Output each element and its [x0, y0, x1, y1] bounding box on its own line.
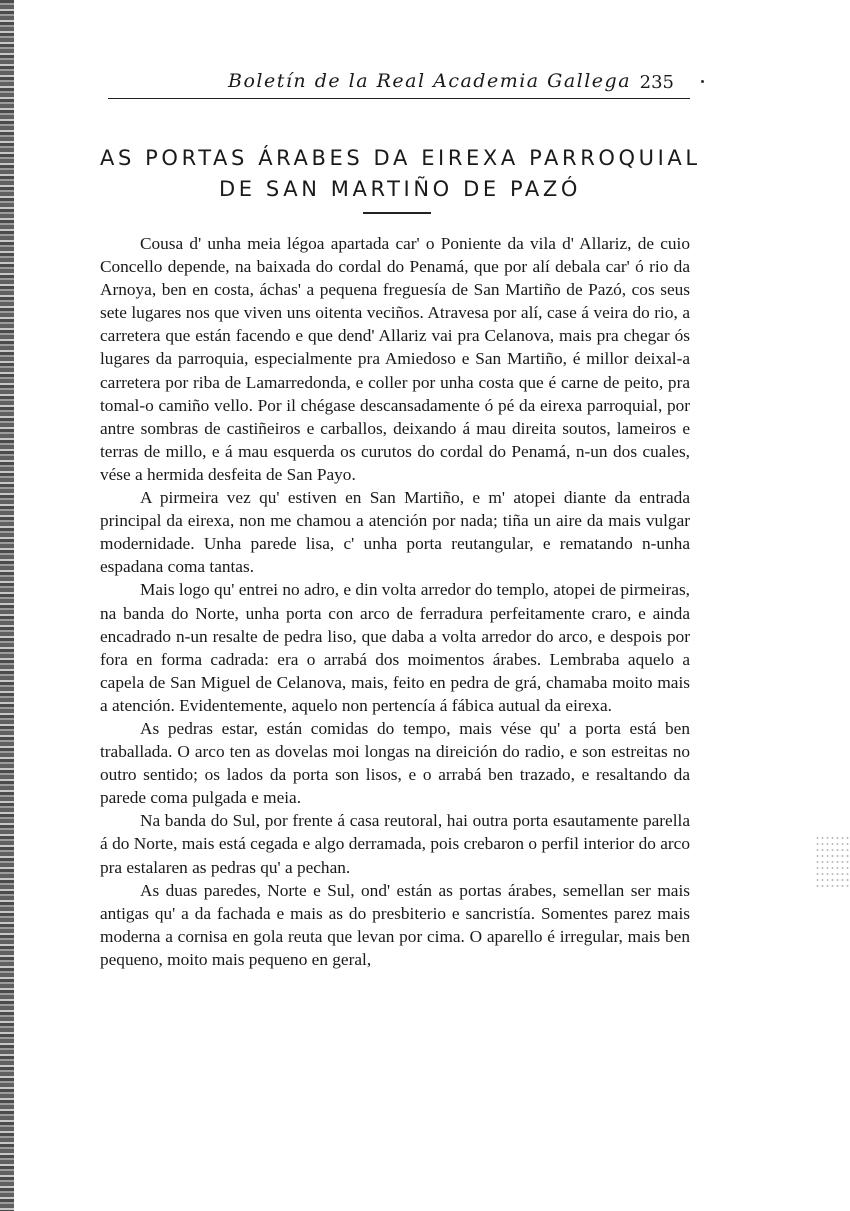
article-title-line-1: AS PORTAS ÁRABES DA EIREXA PARROQUIAL: [100, 146, 701, 170]
running-title: Boletín de la Real Academia Gallega: [228, 70, 632, 92]
scan-edge-shadow: [0, 0, 14, 1211]
article-title: [100, 143, 700, 205]
article-body: [100, 232, 690, 971]
paragraph: Na banda do Sul, por frente á casa reutoral, hai outra porta esautamente parella á do Norte, mais está cegada e algo derramada, pois crebaron o perfil interior do arco pra estalaren as pedras qu' a pechan.: [100, 811, 690, 877]
scan-noise: [815, 835, 849, 887]
running-header: [108, 64, 690, 99]
paragraph: Mais logo qu' entrei no adro, e din volta arredor do templo, atopei de pirmeiras, na banda do Norte, unha porta con arco de ferradura perfeitamente craro, e ainda encadrado n-un resalte de pedra liso, que daba a volta arredor do arco, e despois por fora en forma cadrada: era o arrabá dos moimentos árabes. Lembraba aquelo a capela de San Miguel de Celanova, mais, feito en pedra de grá, chamaba moito mais a atención. Evidentemente, aquelo non pertencía á fábica autual da eirexa.: [100, 580, 690, 715]
paragraph: A pirmeira vez qu' estiven en San Martiño, e m' atopei diante da entrada principal da eirexa, non me chamou a atención por nada; tiña un aire da mais vulgar modernidade. Unha parede lisa, c' unha porta reutangular, e rematando n-unha espadana coma tantas.: [100, 488, 690, 577]
article-title-line-2: DE SAN MARTIÑO DE PAZÓ: [219, 177, 581, 201]
paragraph: As duas paredes, Norte e Sul, ond' están as portas árabes, semellan ser mais antigas qu' a da fachada e mais as do presbiterio e sancristía. Somentes parez mais moderna a cornisa en gola reuta que levan por cima. O aparello é irregular, mais ben pequeno, moito mais pequeno en geral,: [100, 880, 690, 969]
title-divider: [363, 212, 431, 214]
paragraph: Cousa d' unha meia légoa apartada car' o Poniente da vila d' Allariz, de cuio Concello depende, na baixada do cordal do Penamá, que por alí debala car' ó rio da Arnoya, ben en costa, áchas' a pequena freguesía de San Martiño de Pazó, cos seus sete lugares nos que viven uns oitenta veciños. Atravesa por alí, case á veira do rio, a carretera que están facendo e que dend' Allariz vai pra Celanova, mais pra chegar ós lugares da parroquia, especialmente pra Amiedoso e San Martiño, é millor deixal-a carretera por riba de Lamarredonda, e coller por unha costa que é carne de peito, pra tomal-o camiño vello. Por il chégase descansadamente ó pé da eirexa parroquial, por antre sombras de castiñeiros e carballos, deixando á mau direita soutos, lameiros e terras de millo, e á mau esquerda os curutos do cordal do Penamá, n-un dos cuales, vése a hermida desfeita de San Payo.: [100, 234, 690, 484]
page-number: 235: [639, 72, 674, 93]
paragraph: As pedras estar, están comidas do tempo, mais vése qu' a porta está ben traballada. O arco ten as dovelas moi longas na direición do radio, e son estreitas no outro sentido; os lados da porta son lisos, e o arrabá ben trazado, e resaltando da parede coma pulgada e meia.: [100, 718, 690, 808]
scan-speck: [701, 80, 704, 83]
